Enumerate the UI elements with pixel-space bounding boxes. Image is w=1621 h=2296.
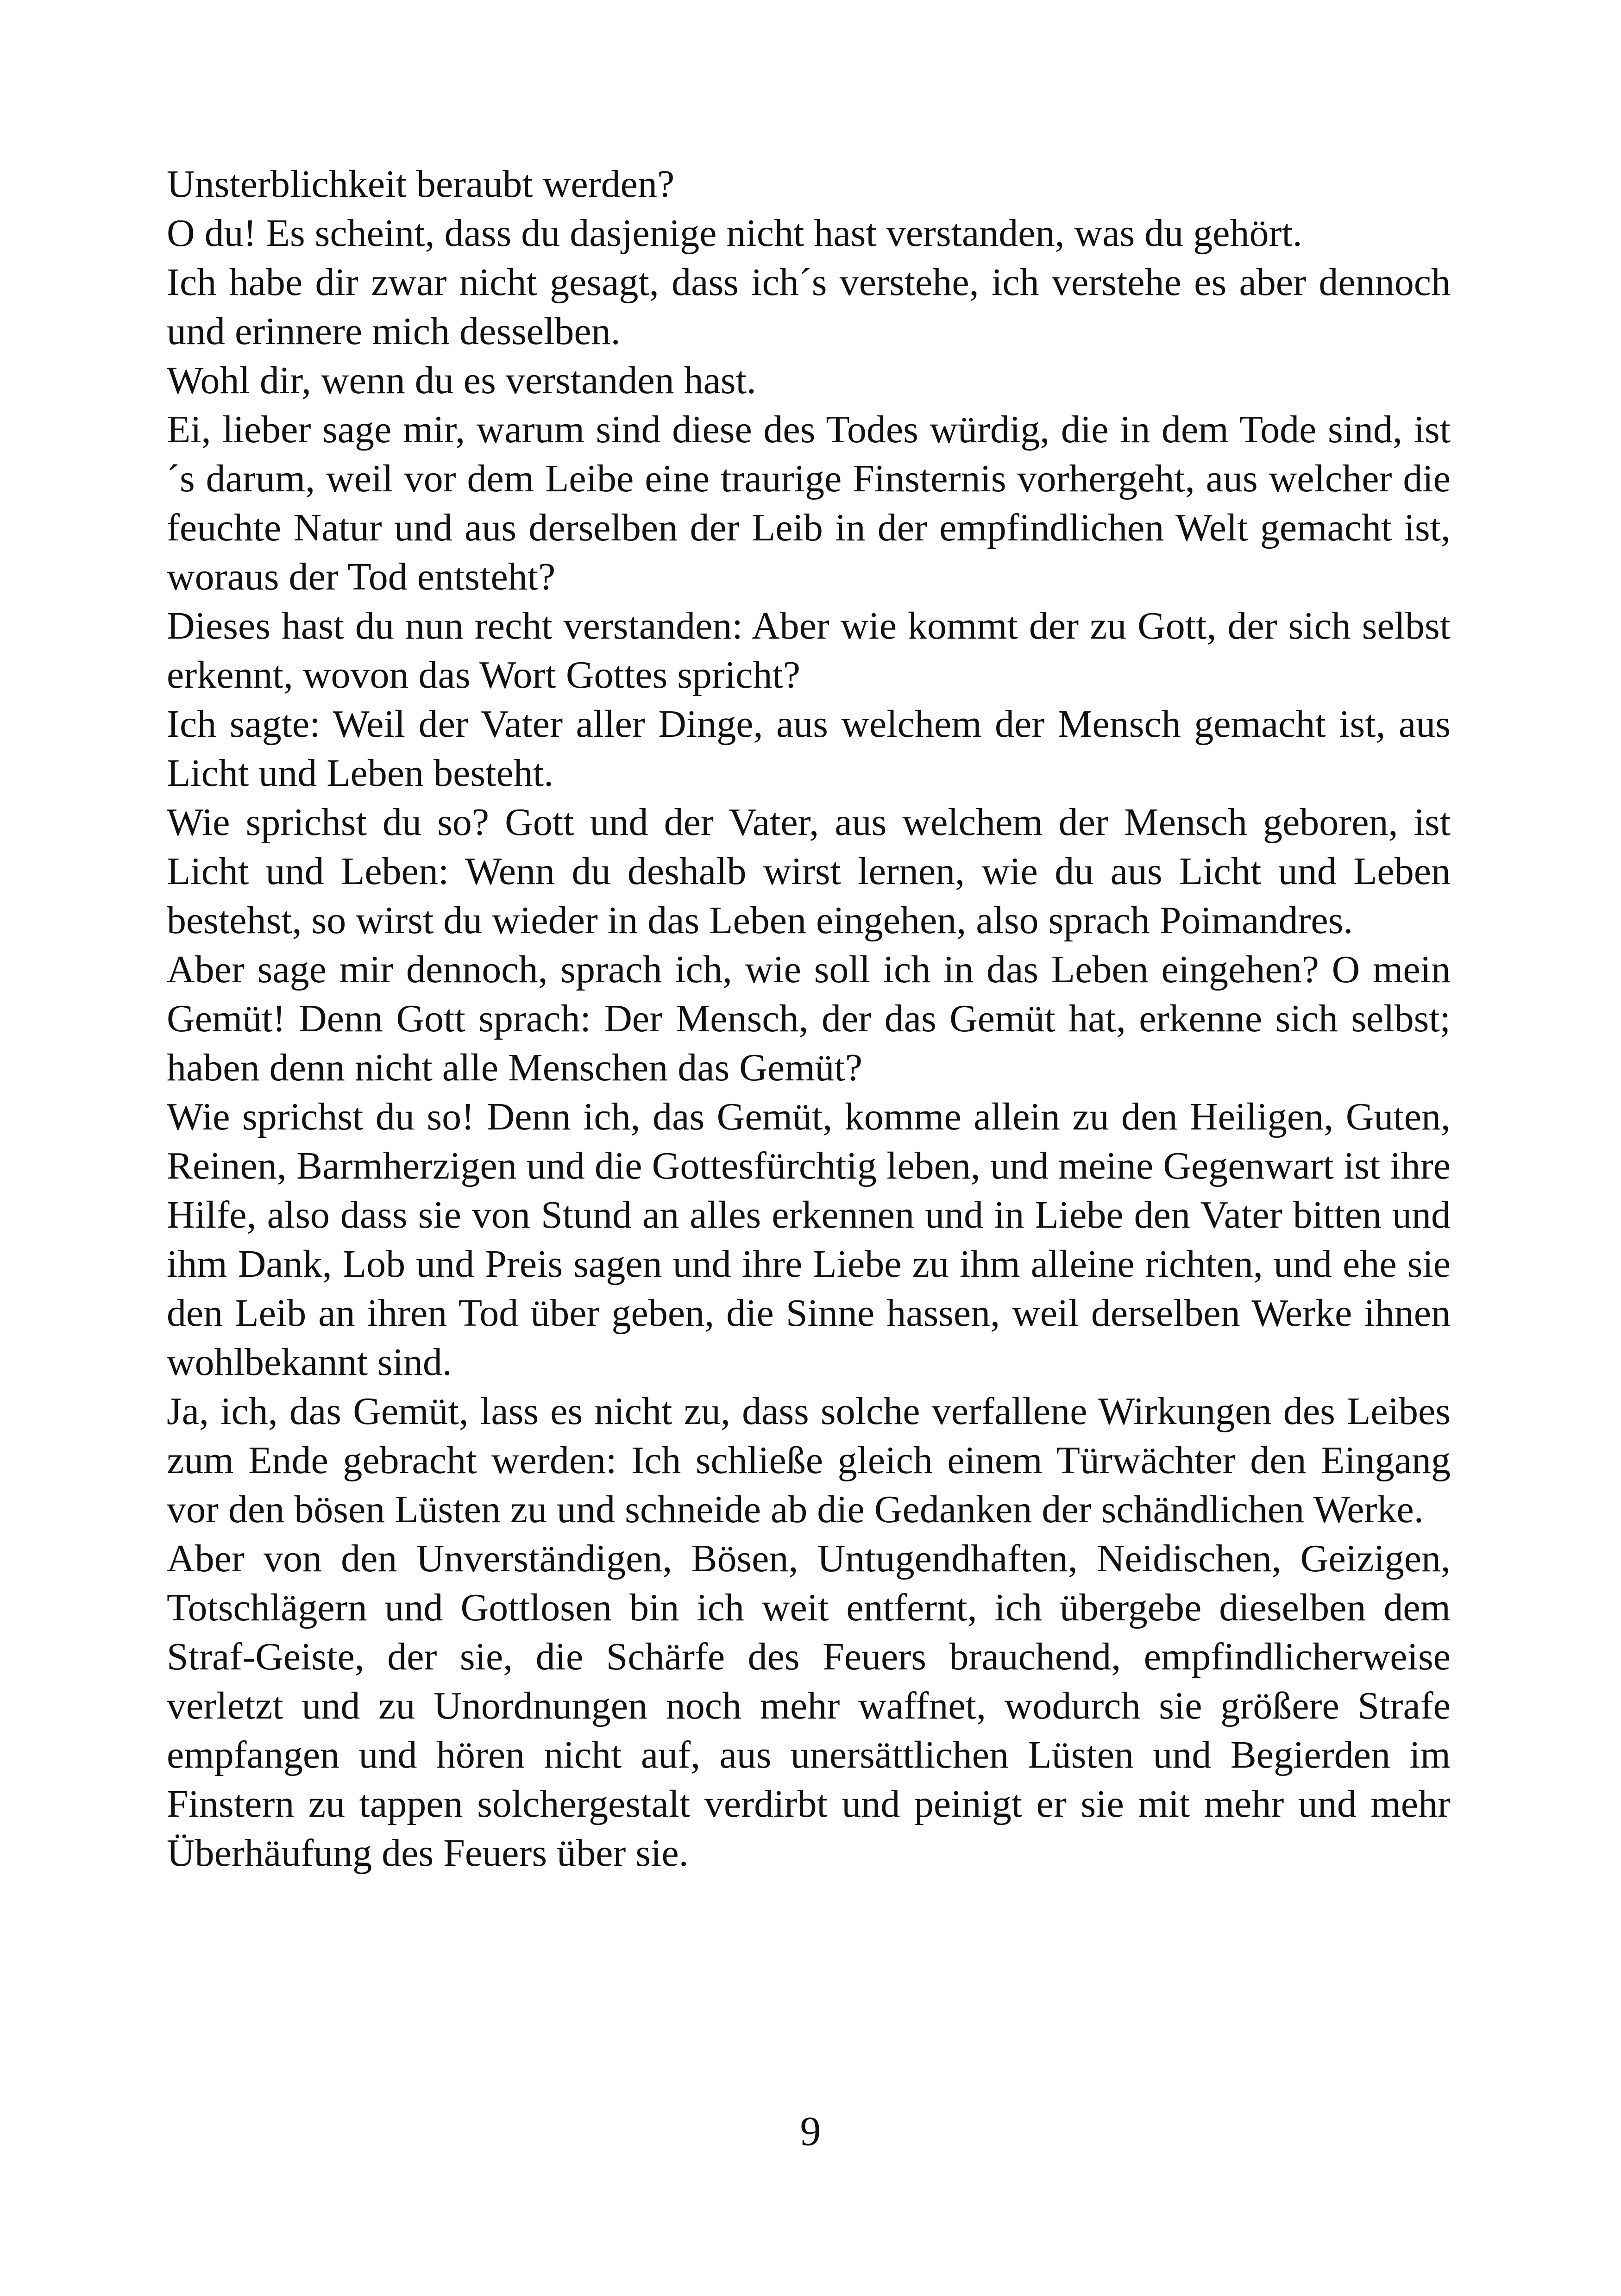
paragraph: Dieses hast du nun recht verstanden: Aber wie kommt der zu Gott, der sich selbst erkennt, wovon das Wort Gottes spricht?: [167, 604, 1451, 696]
paragraph: Wie sprichst du so? Gott und der Vater, aus welchem der Mensch geboren, ist Licht und Leben: Wenn du deshalb wirst lernen, wie du aus Licht und Leben bestehst, so wirst du wieder in das Leben eingehen, also sprach Poimandres.: [167, 801, 1451, 942]
paragraph: Wohl dir, wenn du es verstanden hast.: [167, 359, 756, 402]
paragraph: Ei, lieber sage mir, warum sind diese des Todes würdig, die in dem Tode sind, ist´s darum, weil vor dem Leibe eine traurige Finsternis vorhergeht, aus welcher die feuchte Natur und aus derselben der Leib in der empfindlichen Welt gemacht ist, woraus der Tod entsteht?: [167, 408, 1451, 598]
paragraph: Unsterblichkeit beraubt werden?: [167, 163, 675, 206]
paragraph: Ja, ich, das Gemüt, lass es nicht zu, dass solche verfallene Wirkungen des Leibes zum Ende gebracht werden: Ich schließe gleich einem Türwächter den Eingang vor den bösen Lüsten zu und schneide ab die Gedanken der schändlichen Werke.: [167, 1390, 1451, 1531]
paragraph: Aber von den Unverständigen, Bösen, Untugendhaften, Neidischen, Geizigen, Totschlägern und Gottlosen bin ich weit entfernt, ich übergebe dieselben dem Straf-Geiste, der sie, die Schärfe des Feuers brauchend, empfindlicherweise verletzt und zu Unordnungen noch mehr waffnet, wodurch sie größere Strafe empfangen und hören nicht auf, aus unersättlichen Lüsten und Begierden im Finstern zu tappen solchergestalt verdirbt und peinigt er sie mit mehr und mehr Überhäufung des Feuers über sie.: [167, 1537, 1451, 1875]
paragraph: Wie sprichst du so! Denn ich, das Gemüt, komme allein zu den Heiligen, Guten, Reinen, Barmherzigen und die Gottesfürchtig leben, und meine Gegenwart ist ihre Hilfe, also dass sie von Stund an alles erkennen und in Liebe den Vater bitten und ihm Dank, Lob und Preis sagen und ihre Liebe zu ihm alleine richten, und ehe sie den Leib an ihren Tod über geben, die Sinne hassen, weil derselben Werke ihnen wohlbekannt sind.: [167, 1095, 1451, 1384]
body-text: [167, 160, 1451, 1878]
paragraph: Ich habe dir zwar nicht gesagt, dass ich´s verstehe, ich verstehe es aber dennoch und erinnere mich desselben.: [167, 261, 1451, 353]
page-number: 9: [800, 2108, 821, 2154]
paragraph: Aber sage mir dennoch, sprach ich, wie soll ich in das Leben eingehen? O mein Gemüt! Denn Gott sprach: Der Mensch, der das Gemüt hat, erkenne sich selbst; haben denn nicht alle Menschen das Gemüt?: [167, 948, 1451, 1089]
paragraph: Ich sagte: Weil der Vater aller Dinge, aus welchem der Mensch gemacht ist, aus Licht und Leben besteht.: [167, 703, 1451, 795]
paragraph: O du! Es scheint, dass du dasjenige nicht hast verstanden, was du gehört.: [167, 212, 1302, 255]
